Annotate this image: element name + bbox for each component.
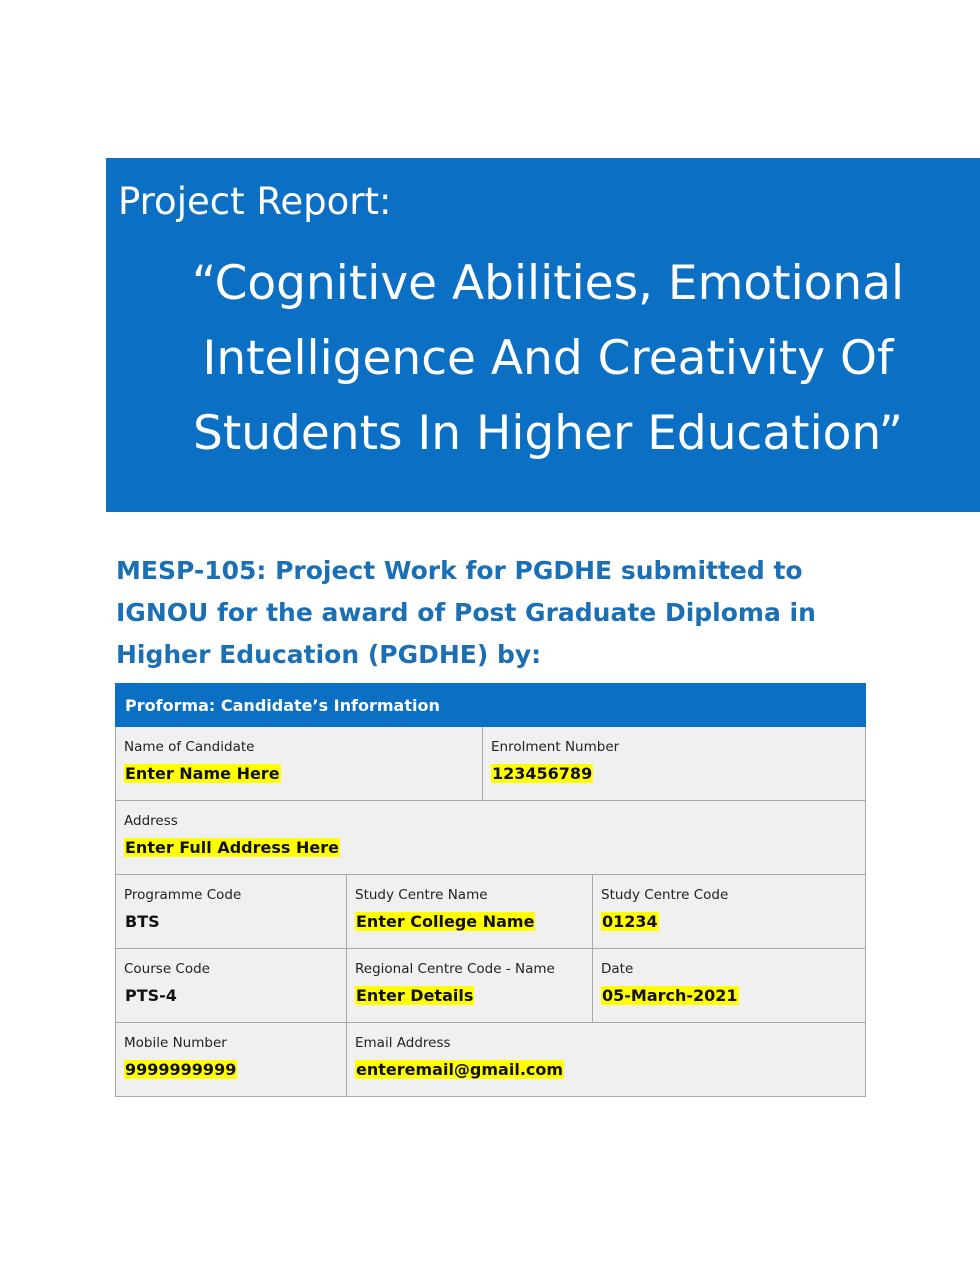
report-title: “Cognitive Abilities, Emotional Intelligence And Creativity Of Students In Higher Education” [191,256,905,461]
regional-centre-value[interactable]: Enter Details [356,986,474,1005]
submission-statement: MESP-105: Project Work for PGDHE submitted to IGNOU for the award of Post Graduate Diploma in Higher Education (PGDHE) by: [116,556,816,669]
regional-centre-label: Regional Centre Code - Name [355,961,555,977]
enrolment-value[interactable]: 123456789 [492,764,593,783]
table-row [116,727,866,801]
address-label: Address [124,813,178,829]
proforma-heading: Proforma: Candidate’s Information [116,684,866,727]
table-header-row [116,684,866,727]
study-centre-name-label: Study Centre Name [355,887,488,903]
study-centre-code-value[interactable]: 01234 [602,912,658,931]
programme-code-value[interactable]: BTS [125,912,160,931]
study-centre-name-cell [347,875,593,949]
course-code-value[interactable]: PTS-4 [125,986,177,1005]
table-row [116,949,866,1023]
study-centre-code-cell [593,875,866,949]
candidate-proforma-table [115,683,866,1097]
mobile-value[interactable]: 9999999999 [125,1060,237,1079]
date-label: Date [601,961,634,977]
name-cell [116,727,483,801]
course-code-label: Course Code [124,961,210,977]
course-code-cell [116,949,347,1023]
programme-code-cell [116,875,347,949]
email-value[interactable]: enteremail@gmail.com [356,1060,564,1079]
table-row [116,1023,866,1097]
date-value[interactable]: 05-March-2021 [602,986,738,1005]
email-cell [347,1023,866,1097]
name-label: Name of Candidate [124,739,255,755]
mobile-cell [116,1023,347,1097]
address-cell [116,801,866,875]
report-label: Project Report: [118,180,392,223]
address-value[interactable]: Enter Full Address Here [125,838,339,857]
date-cell [593,949,866,1023]
study-centre-code-label: Study Centre Code [601,887,729,903]
enrolment-label: Enrolment Number [491,739,620,755]
name-value[interactable]: Enter Name Here [125,764,280,783]
regional-centre-cell [347,949,593,1023]
title-banner [106,158,980,512]
mobile-label: Mobile Number [124,1035,227,1051]
table-row [116,875,866,949]
study-centre-name-value[interactable]: Enter College Name [356,912,535,931]
enrolment-cell [483,727,866,801]
email-label: Email Address [355,1035,451,1051]
table-row [116,801,866,875]
programme-code-label: Programme Code [124,887,242,903]
